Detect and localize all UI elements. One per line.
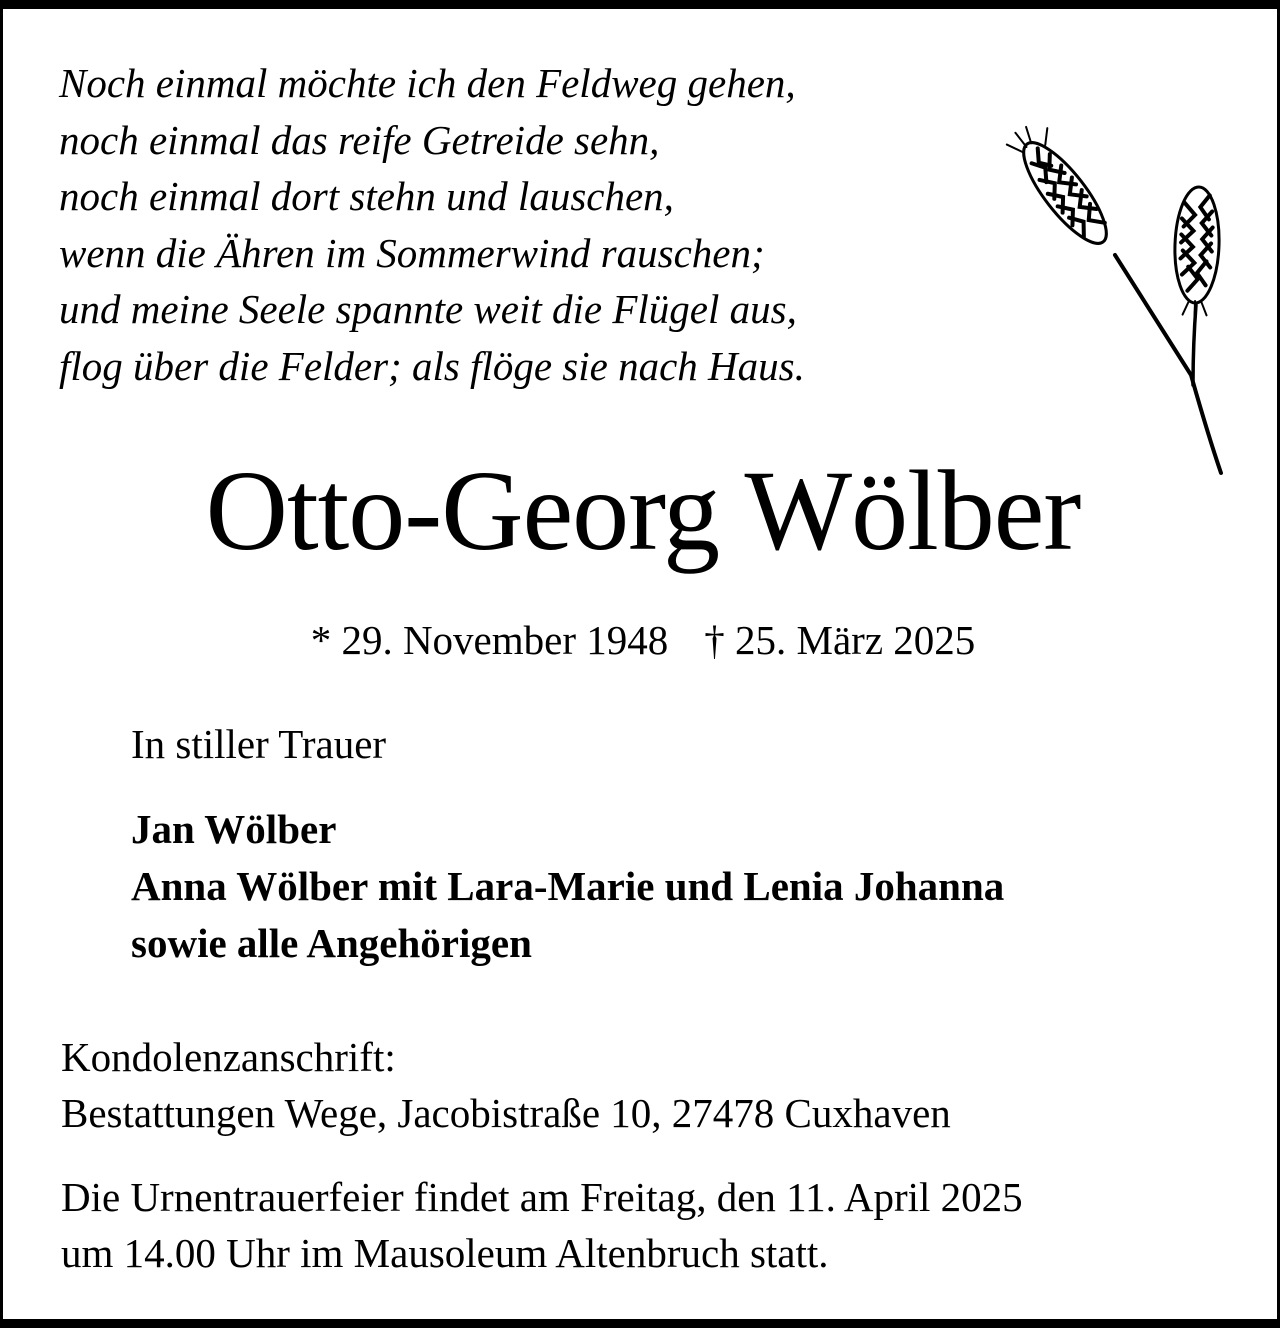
condolence-label: Kondolenzanschrift: (61, 1034, 396, 1080)
ceremony-info (61, 1169, 1023, 1281)
poem-line: flog über die Felder; als flöge sie nach Haus. (59, 342, 805, 389)
ceremony-line: Die Urnentrauerfeier findet am Freitag, den 11. April 2025 (61, 1174, 1023, 1220)
wheat-ears-icon (1003, 105, 1243, 485)
mourning-intro: In stiller Trauer (131, 721, 387, 767)
condolence-address: Bestattungen Wege, Jacobistraße 10, 27478 Cuxhaven (61, 1090, 951, 1136)
poem-line: wenn die Ähren im Sommerwind rauschen; (59, 229, 765, 276)
poem-line: und meine Seele spannte weit die Flügel aus, (59, 286, 797, 332)
poem-line: noch einmal das reife Getreide sehn, (59, 116, 660, 163)
poem (59, 55, 805, 394)
ceremony-line: um 14.00 Uhr im Mausoleum Altenbruch statt. (61, 1230, 829, 1276)
condolence-address-block (61, 1029, 951, 1141)
mourner-line: Anna Wölber mit Lara-Marie und Lenia Johanna (131, 863, 1005, 909)
life-dates (3, 613, 1280, 667)
mourner-line: sowie alle Angehörigen (131, 920, 532, 966)
poem-line: noch einmal dort stehn und lauschen, (59, 173, 674, 219)
death-date: † 25. März 2025 (704, 617, 976, 663)
poem-line: Noch einmal möchte ich den Feldweg gehen, (59, 60, 796, 106)
deceased-name: Otto-Georg Wölber (205, 447, 1081, 574)
birth-date: * 29. November 1948 (310, 617, 669, 663)
mourner-line: Jan Wölber (131, 806, 337, 852)
mourners-list (131, 801, 1004, 972)
